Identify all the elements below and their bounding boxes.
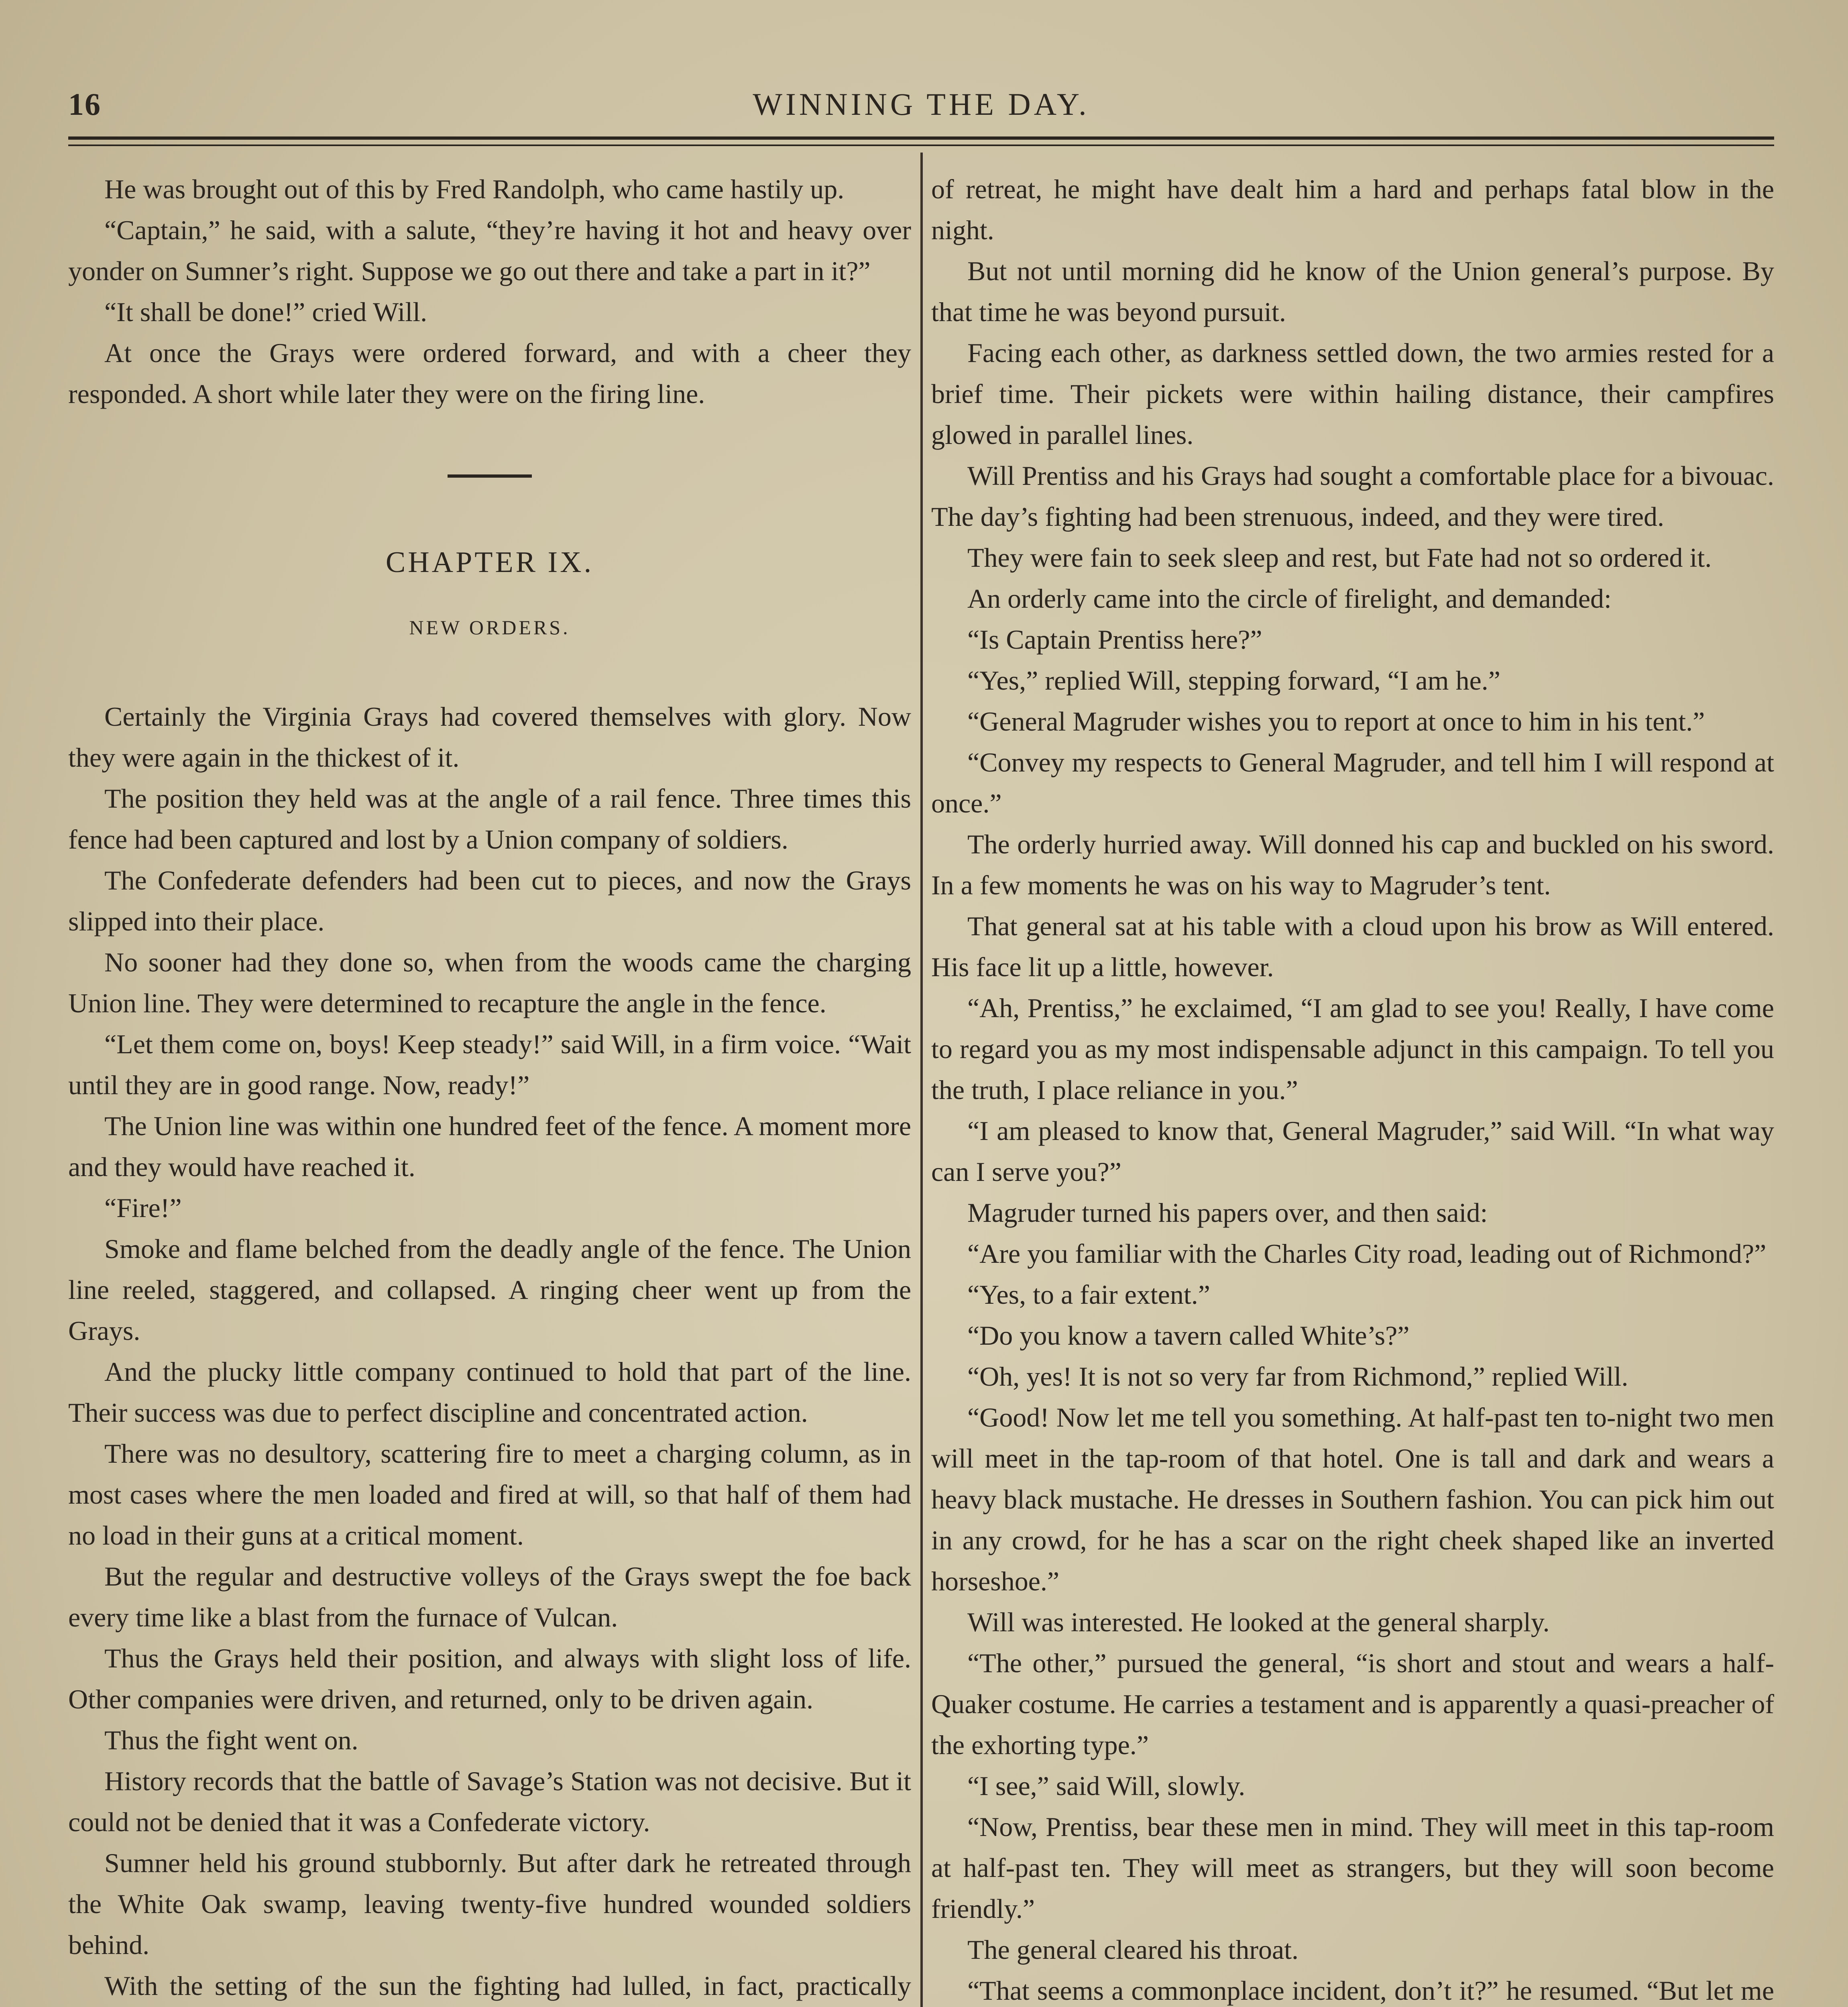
paragraph: “Is Captain Prentiss here?” xyxy=(967,624,1262,655)
paragraph: Certainly the Virginia Grays had covered themselves with glory. Now they were again in the thickest of it. xyxy=(68,701,911,773)
paragraph: “Do you know a tavern called White’s?” xyxy=(967,1320,1410,1351)
header-rule-thin xyxy=(68,145,1774,146)
paragraph: “Oh, yes! It is not so very far from Richmond,” replied Will. xyxy=(967,1361,1628,1392)
paragraph: “Are you familiar with the Charles City road, leading out of Richmond?” xyxy=(967,1238,1767,1269)
paragraph: They were fain to seek sleep and rest, but Fate had not so ordered it. xyxy=(967,542,1712,573)
paragraph: An orderly came into the circle of firelight, and demanded: xyxy=(967,583,1612,614)
chapter-subtitle: NEW ORDERS. xyxy=(409,616,570,639)
paragraph: “Ah, Prentiss,” he exclaimed, “I am glad to see you! Really, I have come to regard you as my most indispensable adjunct in this campaign. To tell you the truth, I place reliance in you.” xyxy=(931,993,1774,1105)
paragraph: “Now, Prentiss, bear these men in mind. They will meet in this tap-room at half-past ten. They will meet as strangers, but they will soon become friendly.” xyxy=(931,1812,1774,1924)
paragraph: And the plucky little company continued to hold that part of the line. Their success was due to perfect discipline and concentrated action. xyxy=(68,1356,911,1428)
paragraph: Facing each other, as darkness settled down, the two armies rested for a brief time. Their pickets were within hailing distance, their campfires glowed in parallel lines. xyxy=(931,338,1774,450)
paragraph: “Convey my respects to General Magruder, and tell him I will respond at once.” xyxy=(931,747,1774,818)
paragraph: The Confederate defenders had been cut to pieces, and now the Grays slipped into their place. xyxy=(68,865,911,936)
chapter-title: CHAPTER IX. xyxy=(385,546,594,579)
paragraph: “Captain,” he said, with a salute, “they’re having it hot and heavy over yonder on Sumner’s right. Suppose we go out there and take a part in it?” xyxy=(68,215,911,286)
paragraph: Thus the fight went on. xyxy=(104,1725,358,1755)
paragraph: “General Magruder wishes you to report at once to him in his tent.” xyxy=(967,706,1705,737)
paragraph: “I am pleased to know that, General Magruder,” said Will. “In what way can I serve you?” xyxy=(931,1115,1774,1187)
paragraph: The position they held was at the angle of a rail fence. Three times this fence had been captured and lost by a Union company of soldiers. xyxy=(68,783,911,855)
header-rule-thick xyxy=(68,136,1774,140)
paragraph: At once the Grays were ordered forward, and with a cheer they responded. A short while later they were on the firing line. xyxy=(68,338,911,409)
paragraph: Will Prentiss and his Grays had sought a comfortable place for a bivouac. The day’s fighting had been strenuous, indeed, and they were tired. xyxy=(931,460,1774,532)
paragraph: History records that the battle of Savage’s Station was not decisive. But it could not be denied that it was a Confederate victory. xyxy=(68,1766,911,1837)
page-header xyxy=(68,86,1774,130)
paragraph: No sooner had they done so, when from the woods came the charging Union line. They were determined to recapture the angle in the fence. xyxy=(68,947,911,1018)
paragraph: “It shall be done!” cried Will. xyxy=(104,297,427,327)
paragraph: “I see,” said Will, slowly. xyxy=(967,1771,1246,1801)
paragraph: Magruder turned his papers over, and then said: xyxy=(967,1197,1488,1228)
paragraph: But not until morning did he know of the Union general’s purpose. By that time he was beyond pursuit. xyxy=(931,256,1774,327)
chapter-separator xyxy=(448,474,532,478)
paragraph: But the regular and destructive volleys of the Grays swept the foe back every time like a blast from the furnace of Vulcan. xyxy=(68,1561,911,1632)
paragraph: “Let them come on, boys! Keep steady!” said Will, in a firm voice. “Wait until they are in good range. Now, ready!” xyxy=(68,1029,911,1100)
paragraph: “Fire!” xyxy=(104,1193,182,1223)
paragraph: There was no desultory, scattering fire to meet a charging column, as in most cases where the men loaded and fired at will, so that half of them had no load in their guns at a critical moment. xyxy=(68,1438,911,1551)
paragraph: Will was interested. He looked at the general sharply. xyxy=(967,1607,1550,1637)
paragraph: Sumner held his ground stubbornly. But after dark he retreated through the White Oak swamp, leaving twenty-five hundred wounded soldiers behind. xyxy=(68,1848,911,1960)
paragraph: Smoke and flame belched from the deadly angle of the fence. The Union line reeled, staggered, and collapsed. A ringing cheer went up from the Grays. xyxy=(68,1234,911,1346)
page-number: 16 xyxy=(68,87,101,122)
paragraph: “Good! Now let me tell you something. At half-past ten to-night two men will meet in the tap-room of that hotel. One is tall and dark and wears a heavy black mustache. He dresses in Southern fashion. You can pick him out in any crowd, for he has a scar on the right cheek shaped like an inverted horseshoe.” xyxy=(931,1402,1774,1596)
paragraph: He was brought out of this by Fred Randolph, who came hastily up. xyxy=(104,174,845,204)
paragraph: The Union line was within one hundred feet of the fence. A moment more and they would have reached it. xyxy=(68,1111,911,1182)
right-column xyxy=(931,169,1774,2007)
column-divider xyxy=(920,153,923,2007)
paragraph: of retreat, he might have dealt him a hard and perhaps fatal blow in the night. xyxy=(931,174,1774,245)
paragraph: “That seems a commonplace incident, don’t it?” he resumed. “But let me xyxy=(967,1975,1774,2006)
paragraph: “The other,” pursued the general, “is short and stout and wears a half-Quaker costume. He carries a testament and is apparently a quasi-preacher of the exhorting type.” xyxy=(931,1648,1774,1760)
paragraph: “Yes, to a fair extent.” xyxy=(967,1279,1210,1310)
left-column xyxy=(68,169,911,2007)
paragraph: That general sat at his table with a cloud upon his brow as Will entered. His face lit up a little, however. xyxy=(931,911,1774,982)
running-title: WINNING THE DAY. xyxy=(753,87,1090,122)
paragraph: The general cleared his throat. xyxy=(967,1934,1299,1965)
paragraph: With the setting of the sun the fighting had lulled, in fact, practically xyxy=(104,1970,911,2001)
paragraph: Thus the Grays held their position, and always with slight loss of life. Other companies were driven, and returned, only to be driven again. xyxy=(68,1643,911,1714)
paragraph: The orderly hurried away. Will donned his cap and buckled on his sword. In a few moments he was on his way to Magruder’s tent. xyxy=(931,829,1774,900)
paragraph: “Yes,” replied Will, stepping forward, “I am he.” xyxy=(967,665,1500,696)
